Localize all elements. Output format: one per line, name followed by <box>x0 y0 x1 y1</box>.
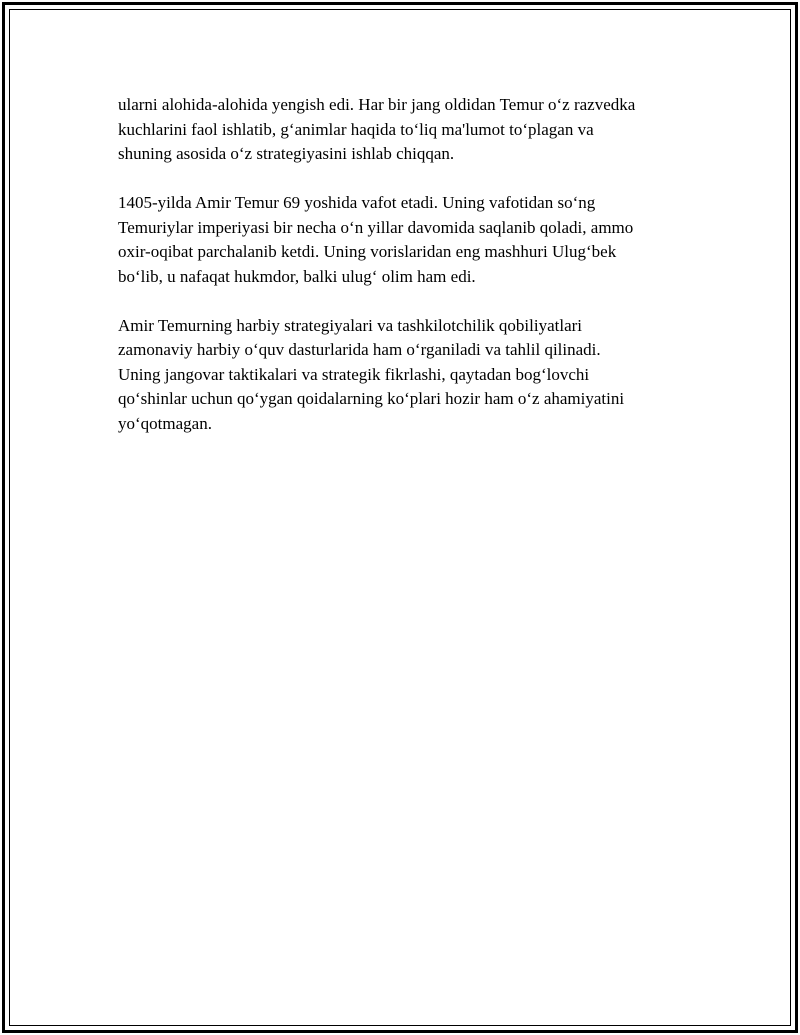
paragraph-2: 1405-yilda Amir Temur 69 yoshida vafot etadi. Uning vafotidan so‘ng Temuriylar imperiyasi bir necha o‘n yillar davomida saqlanib qoladi, ammo oxir-oqibat parchalanib ketdi. Uning vorislaridan eng mashhuri Ulug‘bek bo‘lib, u nafaqat hukmdor, balki ulug‘ olim ham edi. <box>118 193 634 286</box>
paragraph-3: Amir Temurning harbiy strategiyalari va tashkilotchilik qobiliyatlari zamonaviy harbiy o‘quv dasturlarida ham o‘rganiladi va tahlil qilinadi. Uning jangovar taktikalari va strategik fikrlashi, qaytadan bog‘lovchi qo‘shinlar uchun qo‘ygan qoidalarning ko‘plari hozir ham o‘z ahamiyatini yo‘qotmagan. <box>118 315 625 433</box>
document-body <box>118 93 698 461</box>
paragraph-1: ularni alohida-alohida yengish edi. Har bir jang oldidan Temur o‘z razvedka kuchlarini faol ishlatib, g‘animlar haqida to‘liq ma'lumot to‘plagan va shuning asosida o‘z strategiyasini ishlab chiqqan. <box>118 95 636 163</box>
